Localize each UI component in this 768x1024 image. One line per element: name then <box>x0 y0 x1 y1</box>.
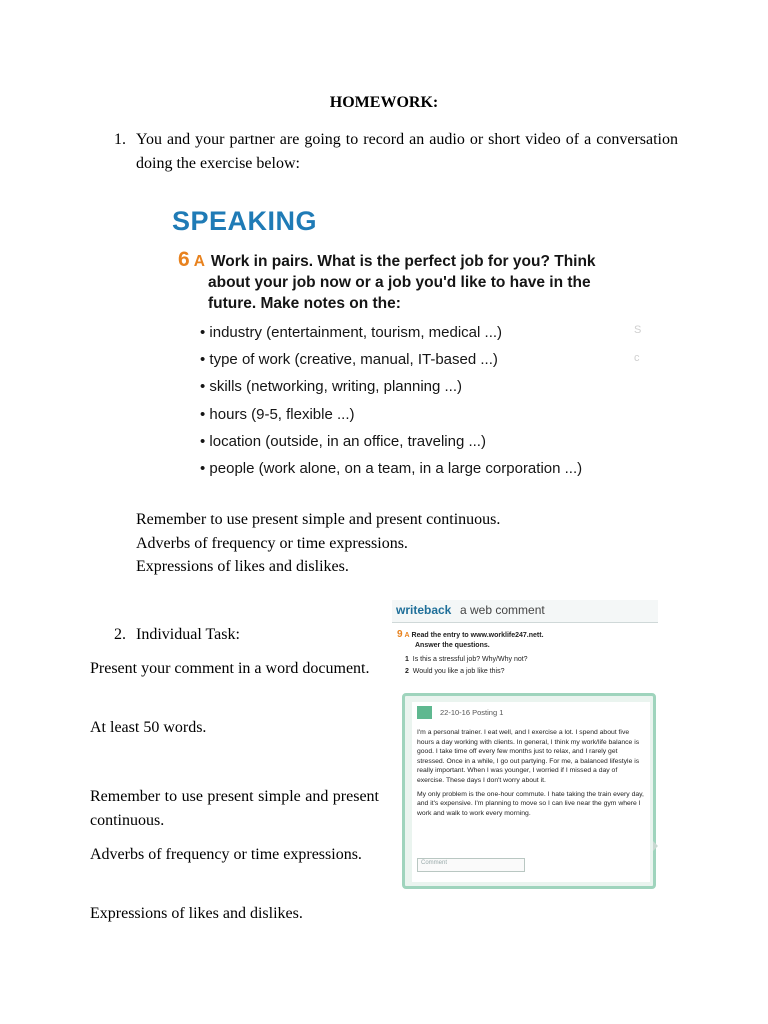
task1-number: 1. <box>114 131 126 148</box>
writeback-subtitle: a web comment <box>460 603 545 617</box>
writeback-instruction-2: Answer the questions. <box>415 642 490 649</box>
arrow-right-icon <box>653 841 658 851</box>
avatar-icon <box>417 706 432 719</box>
writeback-exercise-image <box>392 600 658 900</box>
speaking-bullet-list <box>200 322 640 485</box>
task2-words-text: At least 50 words. <box>90 719 207 736</box>
exercise-letter: A <box>193 253 205 270</box>
task2-number: 2. <box>114 626 126 643</box>
task1-text: You and your partner are going to record an audio or short video of a conversation doing the exercise below: <box>136 131 678 172</box>
side-mark: c <box>634 352 640 364</box>
task2-label: Individual Task: <box>136 626 240 643</box>
bullet-item: • people (work alone, on a team, in a large corporation ...) <box>200 459 583 477</box>
writeback-header <box>392 600 658 623</box>
exercise-number: 9 <box>397 629 403 640</box>
exercise-letter: A <box>404 632 410 639</box>
question-1: Is this a stressful job? Why/Why not? <box>412 656 528 663</box>
task2-expressions-text: Expressions of likes and dislikes. <box>90 905 303 922</box>
reminder-list <box>136 508 636 579</box>
post-body <box>417 728 645 822</box>
task2-adverbs-text: Adverbs of frequency or time expressions. <box>90 846 362 863</box>
reminder-item: Expressions of likes and dislikes. <box>136 558 349 575</box>
exercise-number: 6 <box>178 248 190 271</box>
reminder-item: Adverbs of frequency or time expressions. <box>136 534 408 552</box>
speaking-instructions <box>178 249 628 314</box>
question-number: 2 <box>405 668 409 675</box>
task2-present-text: Present your comment in a word document. <box>90 660 370 677</box>
question-number: 1 <box>405 656 409 663</box>
task2-remember-text: Remember to use present simple and present continuous. <box>90 788 379 829</box>
side-mark: S <box>634 324 642 336</box>
writeback-questions <box>397 630 652 677</box>
question-2: Would you like a job like this? <box>412 668 505 675</box>
post-paragraph: I'm a personal trainer. I eat well, and I exercise a lot. I spend about five hours a day working with clients. In general, I think my work/life balance is good. I take time off every few months just to relax, and I rarely get stressed. Once in a while, I go out partying. For me, a balanced lifestyle is really important. When I was younger, I worried if I missed a day of exercise. These days I don't worry about it. <box>417 729 640 784</box>
comment-input <box>417 858 525 872</box>
instruction-line-2: about your job now or a job you'd like to have in the <box>208 274 591 291</box>
instruction-line-3: future. Make notes on the: <box>208 295 401 312</box>
writeback-title: writeback <box>396 603 452 617</box>
bullet-item: • skills (networking, writing, planning ...) <box>200 378 463 396</box>
web-comment-card <box>402 693 656 889</box>
post-date: 22-10-16 Posting 1 <box>440 708 504 717</box>
speaking-heading: SPEAKING <box>172 206 318 236</box>
reminder-item: Remember to use present simple and present continuous. <box>136 511 501 528</box>
bullet-item: • industry (entertainment, tourism, medical ...) <box>200 324 503 341</box>
bullet-item: • hours (9-5, flexible ...) <box>200 405 355 423</box>
page-title: HOMEWORK: <box>329 94 439 111</box>
bullet-item: • location (outside, in an office, traveling ...) <box>200 432 486 450</box>
writeback-instruction-1: Read the entry to www.worklife247.nett. <box>411 632 544 639</box>
speaking-exercise-image <box>170 202 640 490</box>
instruction-line-1: Work in pairs. What is the perfect job for you? Think <box>210 253 596 270</box>
comment-placeholder: Comment <box>421 860 448 866</box>
web-post <box>412 702 650 882</box>
bullet-item: • type of work (creative, manual, IT-based ...) <box>200 351 498 369</box>
post-paragraph: My only problem is the one-hour commute. I hate taking the train every day, and it's expensive. I'm planning to move so I can live near the gym where I work and walk to work every morning. <box>417 790 644 817</box>
